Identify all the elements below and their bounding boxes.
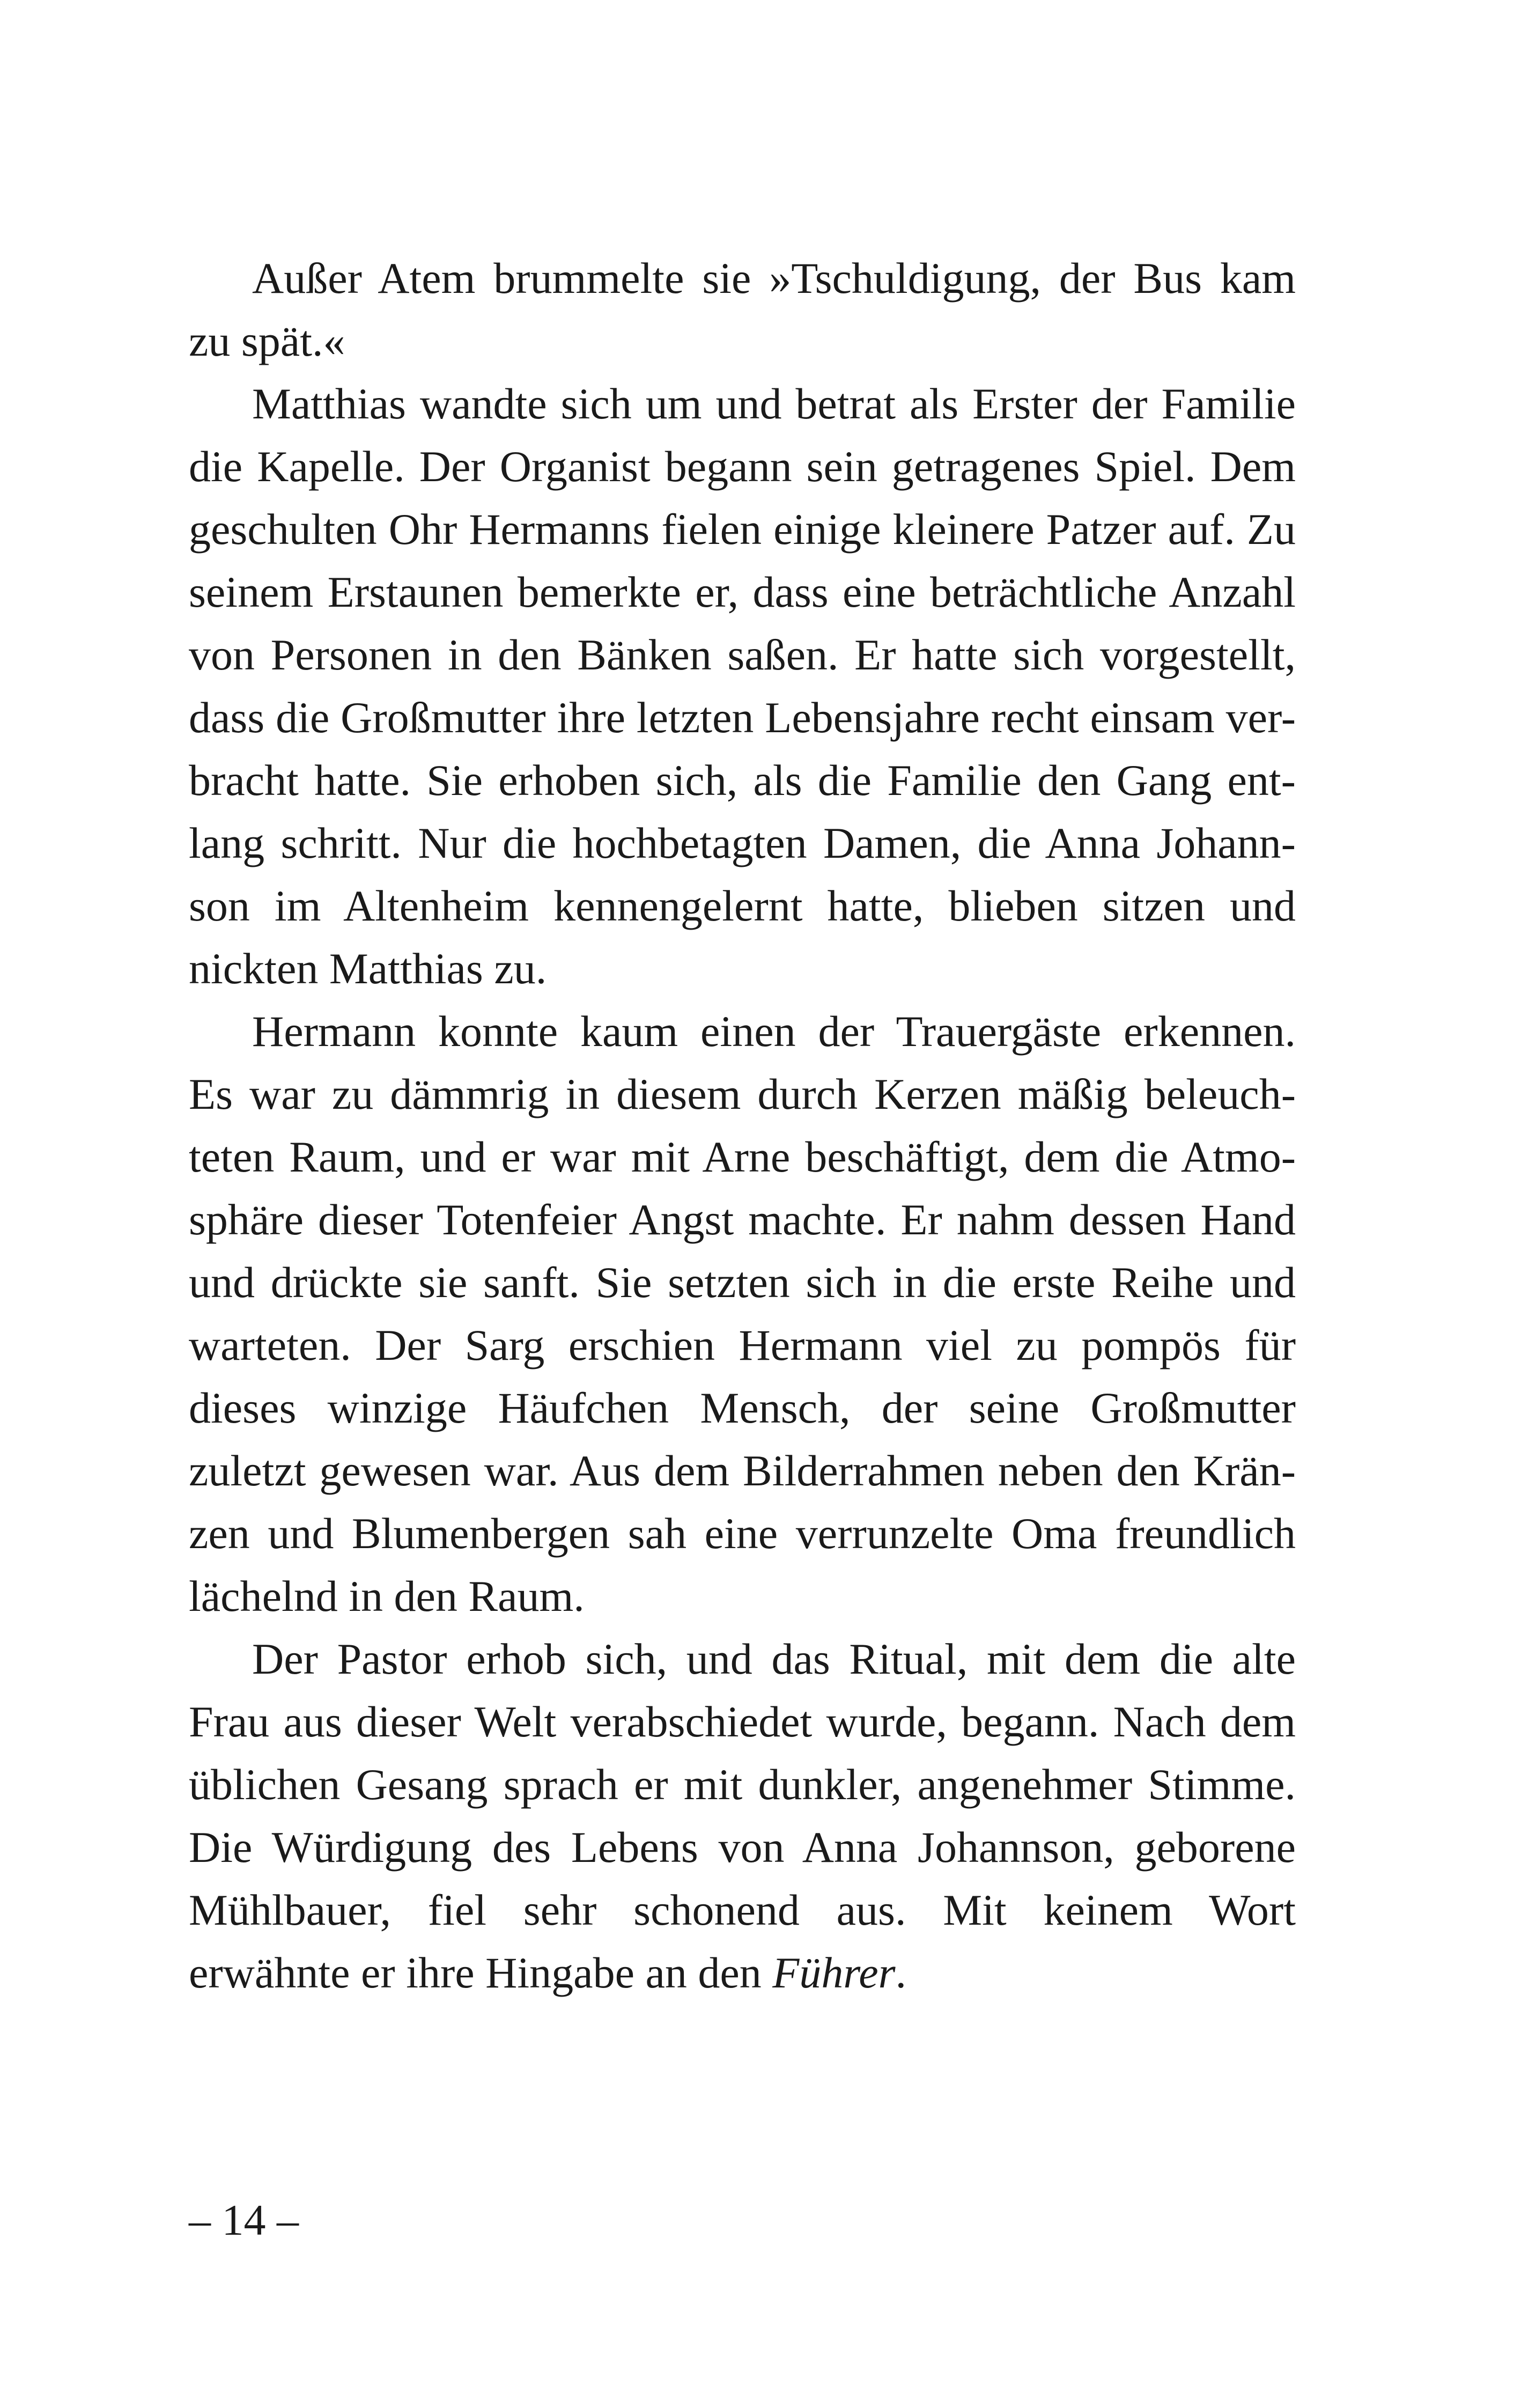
text-line: Es war zu dämmrig in diesem durch Kerzen mäßig beleuch- bbox=[189, 1070, 1296, 1118]
text-line: son im Altenheim kennengelernt hatte, blieben sitzen und bbox=[189, 881, 1296, 930]
text-line: und drückte sie sanft. Sie setzten sich in die erste Reihe und bbox=[189, 1258, 1296, 1307]
text-line: Der Pastor erhob sich, und das Ritual, mit dem die alte bbox=[252, 1634, 1296, 1683]
page-number: – 14 – bbox=[189, 2196, 299, 2244]
text-line: von Personen in den Bänken saßen. Er hatte sich vorgestellt, bbox=[189, 630, 1296, 679]
text-line: Die Würdigung des Lebens von Anna Johannson, geborene bbox=[189, 1823, 1296, 1872]
text-line: zu spät.« bbox=[189, 316, 345, 365]
text-run: . bbox=[895, 1948, 907, 1997]
text-line: Hermann konnte kaum einen der Trauergäste erkennen. bbox=[252, 1007, 1296, 1056]
text-line: nickten Matthias zu. bbox=[189, 944, 547, 993]
text-line: lächelnd in den Raum. bbox=[189, 1572, 585, 1621]
text-line: sphäre dieser Totenfeier Angst machte. Er nahm dessen Hand bbox=[189, 1195, 1296, 1244]
text-line: seinem Erstaunen bemerkte er, dass eine beträchtliche Anzahl bbox=[189, 568, 1296, 616]
text-line: bracht hatte. Sie erhoben sich, als die Familie den Gang ent- bbox=[189, 756, 1296, 805]
text-line: Außer Atem brummelte sie »Tschuldigung, der Bus kam bbox=[252, 254, 1296, 303]
text-line: lang schritt. Nur die hochbetagten Damen, die Anna Johann- bbox=[189, 819, 1296, 867]
text-line: dass die Großmutter ihre letzten Lebensjahre recht einsam ver- bbox=[189, 693, 1296, 742]
text-run: erwähnte er ihre Hingabe an den bbox=[189, 1948, 773, 1997]
text-line: Matthias wandte sich um und betrat als Erster der Familie bbox=[252, 379, 1296, 428]
text-line: die Kapelle. Der Organist begann sein getragenes Spiel. Dem bbox=[189, 442, 1296, 491]
text-line: geschulten Ohr Hermanns fielen einige kleinere Patzer auf. Zu bbox=[189, 505, 1296, 554]
text-line: üblichen Gesang sprach er mit dunkler, angenehmer Stimme. bbox=[189, 1760, 1296, 1809]
body-text bbox=[189, 247, 1296, 2004]
text-line: warteten. Der Sarg erschien Hermann viel zu pompös für bbox=[189, 1321, 1296, 1369]
text-line-final bbox=[189, 1941, 1296, 2004]
text-line: zen und Blumenbergen sah eine verrunzelte Oma freundlich bbox=[189, 1509, 1296, 1558]
text-line: dieses winzige Häufchen Mensch, der seine Großmutter bbox=[189, 1383, 1296, 1432]
text-line: zuletzt gewesen war. Aus dem Bilderrahmen neben den Krän- bbox=[189, 1446, 1296, 1495]
text-line: Mühlbauer, fiel sehr schonend aus. Mit keinem Wort bbox=[189, 1886, 1296, 1934]
text-line: teten Raum, und er war mit Arne beschäftigt, dem die Atmo- bbox=[189, 1132, 1296, 1181]
text-line: Frau aus dieser Welt verabschiedet wurde, begann. Nach dem bbox=[189, 1697, 1296, 1746]
emphasis-text: Führer bbox=[772, 1948, 896, 1997]
